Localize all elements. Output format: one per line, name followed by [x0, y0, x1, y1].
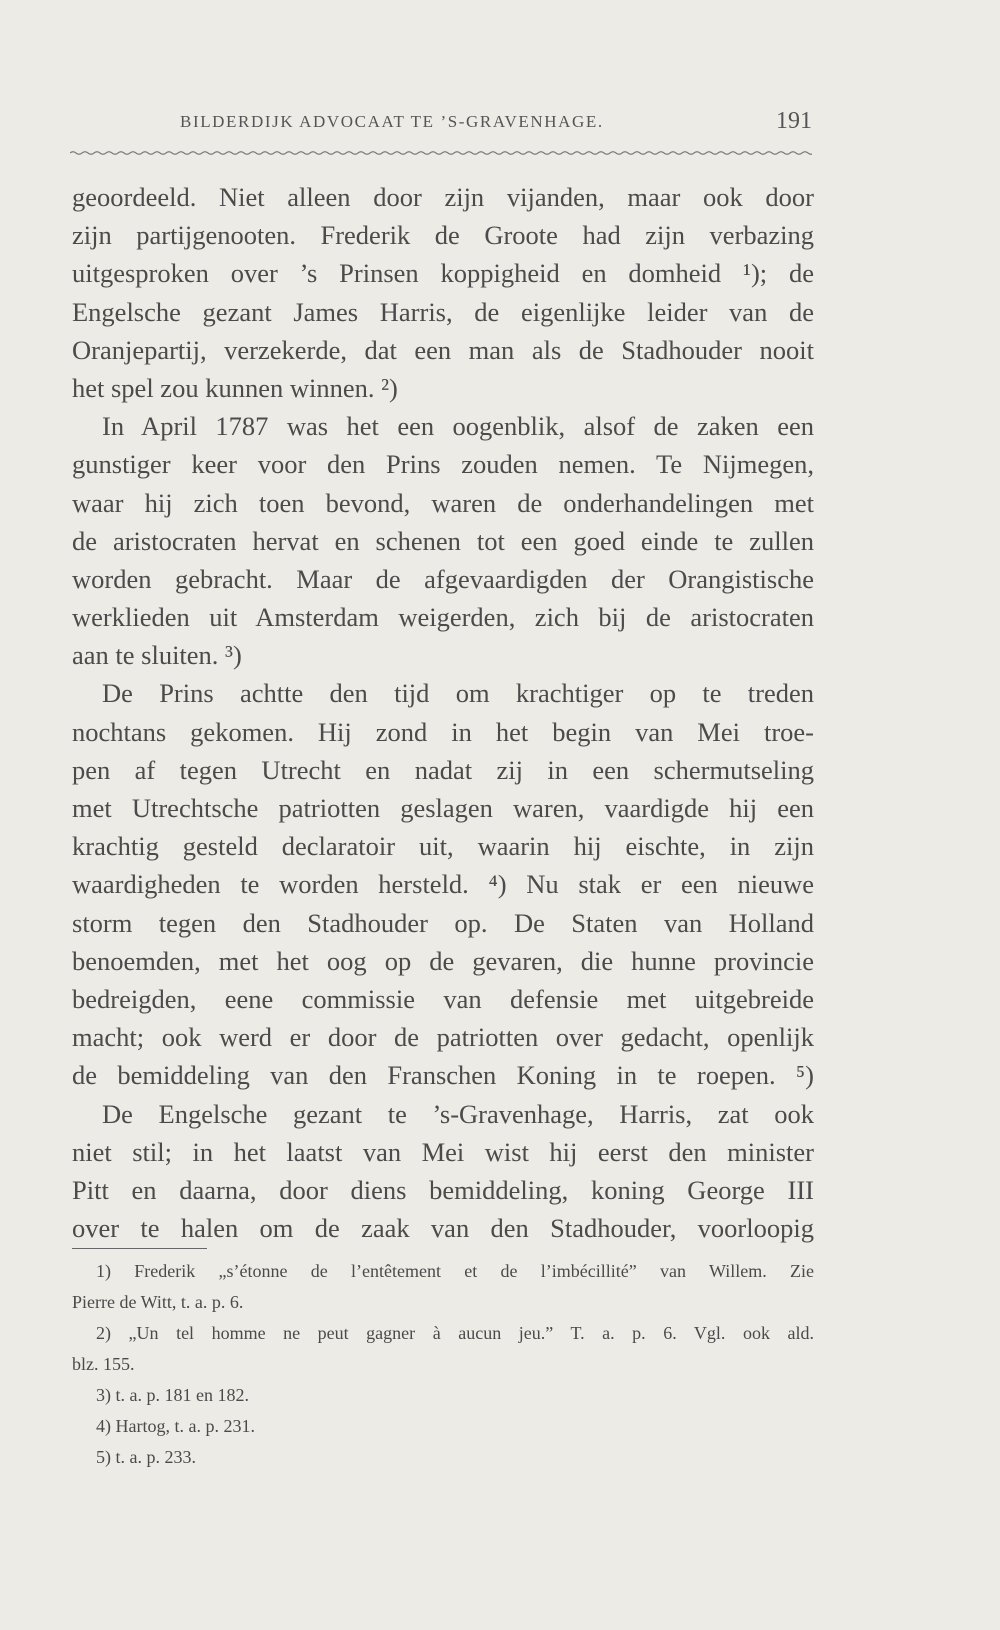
body-line: aan te sluiten. ³) — [72, 640, 242, 671]
body-line: waardigheden te worden hersteld. ⁴) Nu stak er een nieuwe — [72, 869, 814, 900]
page-header — [180, 108, 812, 138]
body-line: niet stil; in het laatst van Mei wist hij eerst den minister — [72, 1136, 814, 1167]
footnotes — [72, 1256, 814, 1473]
body-line: zijn partijgenooten. Frederik de Groote had zijn verbazing — [72, 220, 814, 251]
body-line: gunstiger keer voor den Prins zouden nemen. Te Nijmegen, — [72, 449, 814, 480]
footnote-line: 1) Frederik „s’étonne de l’entêtement et de l’imbécillité” van Willem. Zie — [96, 1261, 814, 1281]
body-line: worden gebracht. Maar de afgevaardigden der Orangistische — [72, 563, 814, 594]
body-line: de aristocraten hervat en schenen tot een goed einde te zullen — [72, 525, 814, 556]
body-line: De Prins achtte den tijd om krachtiger op te treden — [102, 678, 814, 709]
body-line: In April 1787 was het een oogenblik, alsof de zaken een — [102, 411, 814, 442]
body-line: Engelsche gezant James Harris, de eigenlijke leider van de — [72, 296, 814, 327]
page-number: 191 — [776, 108, 812, 134]
body-line: Pitt en daarna, door diens bemiddeling, koning George III — [72, 1174, 814, 1205]
footnote-line: Pierre de Witt, t. a. p. 6. — [72, 1292, 244, 1312]
footnote-line: 3) t. a. p. 181 en 182. — [96, 1385, 249, 1405]
body-line: met Utrechtsche patriotten geslagen waren, vaardigde hij een — [72, 793, 814, 823]
footnote-divider — [72, 1248, 207, 1249]
body-line: storm tegen den Stadhouder op. De Staten van Holland — [72, 907, 814, 938]
body-line: krachtig gesteld declaratoir uit, waarin hij eischte, in zijn — [72, 831, 814, 862]
body-line: bedreigden, eene commissie van defensie met uitgebreide — [72, 983, 814, 1014]
wavy-header-rule — [70, 150, 812, 156]
body-line: macht; ook werd er door de patriotten over gedacht, openlijk — [72, 1022, 814, 1053]
footnote-line: 5) t. a. p. 233. — [96, 1447, 196, 1467]
body-line: geoordeeld. Niet alleen door zijn vijanden, maar ook door — [72, 182, 814, 212]
footnote-line: 4) Hartog, t. a. p. 231. — [96, 1416, 255, 1436]
footnote-line: 2) „Un tel homme ne peut gagner à aucun jeu.” T. a. p. 6. Vgl. ook ald. — [96, 1323, 814, 1343]
body-line: pen af tegen Utrecht en nadat zij in een schermutseling — [72, 754, 814, 785]
body-line: benoemden, met het oog op de gevaren, die hunne provincie — [72, 945, 814, 976]
body-line: De Engelsche gezant te ’s-Gravenhage, Harris, zat ook — [102, 1098, 814, 1129]
body-line: het spel zou kunnen winnen. ²) — [72, 372, 398, 403]
body-line: de bemiddeling van den Franschen Koning in te roepen. ⁵) — [72, 1060, 814, 1091]
footnote-line: blz. 155. — [72, 1354, 135, 1374]
body-line: nochtans gekomen. Hij zond in het begin van Mei troe- — [72, 716, 814, 747]
body-line: Oranjepartij, verzekerde, dat een man als de Stadhouder nooit — [72, 334, 814, 365]
body-line: waar hij zich toen bevond, waren de onderhandelingen met — [72, 487, 814, 518]
body-line: werklieden uit Amsterdam weigerden, zich bij de aristocraten — [72, 602, 814, 633]
running-title: BILDERDIJK ADVOCAAT TE ’S-GRAVENHAGE. — [180, 112, 604, 131]
body-line: over te halen om de zaak van den Stadhouder, voorloopig — [72, 1213, 814, 1244]
body-line: uitgesproken over ’s Prinsen koppigheid en domheid ¹); de — [72, 258, 814, 289]
body-text — [72, 178, 814, 1247]
